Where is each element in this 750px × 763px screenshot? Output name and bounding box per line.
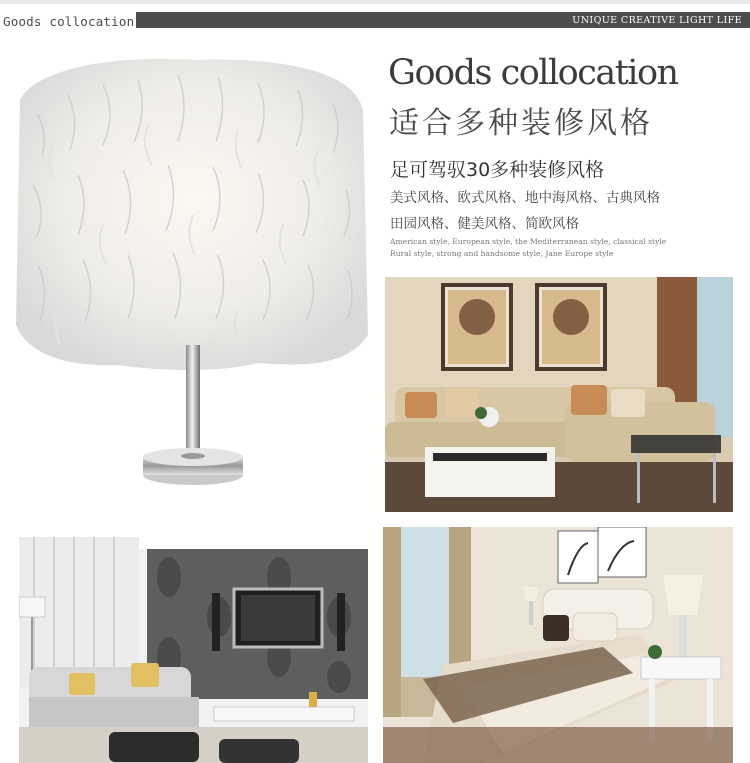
title-chinese: 适合多种装修风格 bbox=[389, 106, 653, 141]
feather-lamp-illustration bbox=[8, 55, 372, 495]
top-divider bbox=[0, 0, 750, 4]
style-list-line-2: 田园风格、健美风格、简欧风格 bbox=[390, 216, 579, 232]
section-header bbox=[0, 9, 750, 33]
header-bar bbox=[136, 12, 750, 28]
living-room-photo bbox=[385, 277, 733, 512]
style-list-line-1: 美式风格、欧式风格、地中海风格、古典风格 bbox=[390, 190, 660, 206]
description-line-1: American style, European style, the Mediterranean style, classical style bbox=[390, 237, 667, 246]
tv-room-photo bbox=[19, 527, 368, 763]
style-description-english bbox=[390, 236, 666, 260]
header-left-tab bbox=[0, 9, 136, 33]
bedroom-photo bbox=[383, 527, 733, 763]
feather-table-lamp bbox=[8, 55, 372, 495]
title-english: Goods collocation bbox=[388, 53, 678, 93]
tv-lounge-scene bbox=[19, 527, 368, 763]
header-title: Goods collocation bbox=[3, 14, 135, 29]
header-tagline: UNIQUE CREATIVE LIGHT LIFE bbox=[572, 15, 742, 26]
bedroom-scene bbox=[383, 527, 733, 763]
description-line-2: Rural style, strong and handsome style, Jane Europe style bbox=[390, 249, 614, 258]
living-room-scene bbox=[385, 277, 733, 512]
subtitle-chinese: 足可驾驭30多种装修风格 bbox=[390, 159, 605, 181]
